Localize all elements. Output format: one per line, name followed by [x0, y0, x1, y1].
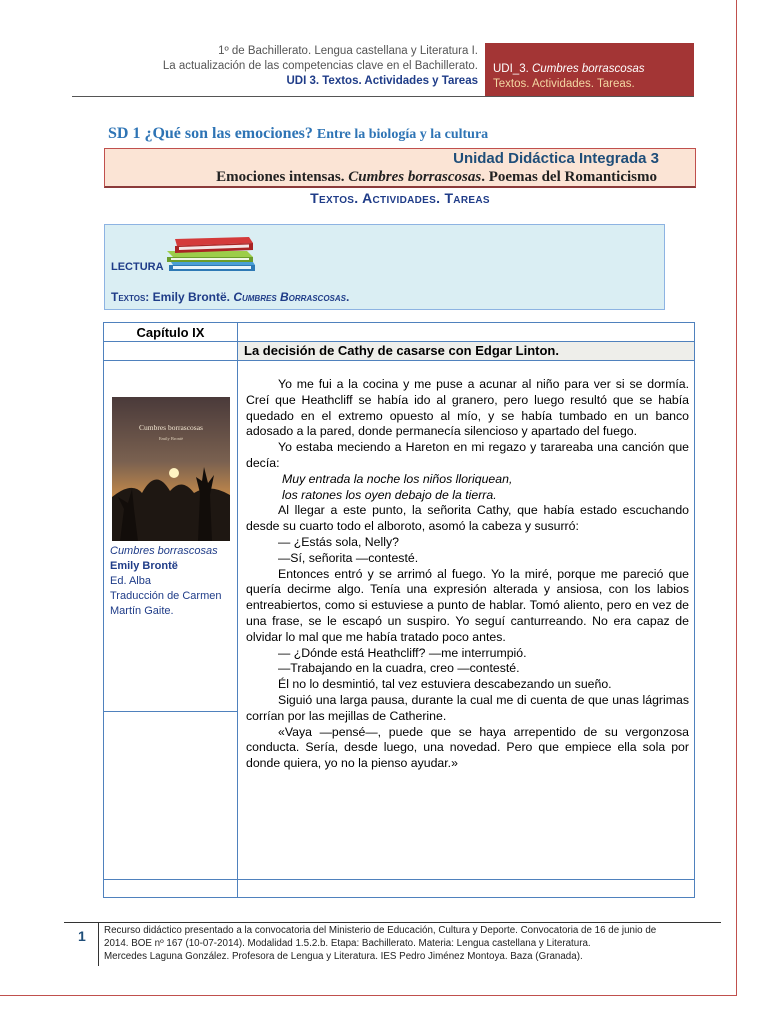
- header-info: [100, 44, 478, 89]
- page-number: 1: [78, 928, 86, 944]
- caption-author: Emily Brontë: [110, 560, 178, 572]
- paragraph: Yo estaba meciendo a Hareton en mi regazo y tarareaba una canción que decía:: [246, 440, 689, 470]
- section-title-main: SD 1 ¿Qué son las emociones?: [108, 125, 313, 142]
- page-heading: Textos. Actividades. Tareas: [310, 190, 490, 206]
- banner-unit-title: Cumbres borrascosas: [532, 63, 645, 75]
- unit-subtitle-b: . Poemas del Romanticismo: [481, 169, 657, 185]
- footer-line: Recurso didáctico presentado a la convocatoria del Ministerio de Educación, Cultura y Deporte. Convocatoria de 16 de junio de: [104, 925, 657, 936]
- lectura-label: LECTURA: [111, 261, 164, 273]
- unit-box: [104, 148, 696, 188]
- caption-translation: Traducción de Carmen: [110, 590, 222, 602]
- verse-line: Muy entrada la noche los niños lloriquean,: [282, 471, 513, 486]
- paragraph: Al llegar a este punto, la señorita Cathy, que había estado escuchando desde su cuarto todo el alboroto, asomó la cabeza y susurró:: [246, 503, 689, 534]
- paragraph: —Trabajando en la cuadra, creo —contesté.: [278, 661, 520, 676]
- unit-subtitle-italic: Cumbres borrascosas: [348, 169, 482, 185]
- footer-vertical-divider: [98, 922, 99, 966]
- table-row-divider: [104, 360, 694, 361]
- cover-author: Emily Brontë: [158, 436, 184, 441]
- lectura-prefix: Textos:: [111, 290, 153, 304]
- section-title: [108, 125, 488, 143]
- footer-line: Mercedes Laguna González. Profesora de Lengua y Literatura. IES Pedro Jiménez Montoya. Baza (Granada).: [104, 951, 583, 962]
- header-unit: UDI 3. Textos. Actividades y Tareas: [286, 75, 478, 87]
- paragraph: Él no lo desmintió, tal vez estuviera descabezando un sueño.: [278, 677, 612, 692]
- header-course: 1º de Bachillerato. Lengua castellana y Literatura I.: [218, 45, 478, 57]
- caption-title: Cumbres borrascosas: [110, 545, 218, 557]
- lectura-text: [111, 290, 349, 304]
- lectura-suffix: .: [346, 290, 350, 304]
- paragraph: Entonces entró y se arrimó al fuego. Yo la miré, porque me pareció que quería decirme algo. Tenía una expresión alterada y ansiosa, con los labios entreabiertos, como si estuviese a punto de hablar. Tomó aliento, pero en vez de una frase, se le escapó un suspiro. Yo seguí canturreando. No era capaz de olvidar lo mal que me había tratado poco antes.: [246, 566, 689, 644]
- header-project: La actualización de las competencias clave en el Bachillerato.: [162, 60, 478, 72]
- paragraph: — ¿Dónde está Heathcliff? —me interrumpió.: [278, 645, 527, 660]
- header-divider: [72, 96, 694, 97]
- paragraph: Siguió una larga pausa, durante la cual me di cuenta de que unas lágrimas corrían por las mejillas de Catherine.: [246, 692, 689, 723]
- header-unit-banner: [485, 43, 694, 97]
- page-border-right: [736, 0, 737, 996]
- table-row-divider: [104, 711, 237, 712]
- paragraph: — ¿Estás sola, Nelly?: [278, 534, 399, 549]
- lectura-work: Cumbres Borrascosas: [233, 290, 347, 304]
- caption-translator: Martín Gaite.: [110, 605, 174, 617]
- table-col-divider: [237, 323, 238, 897]
- books-icon: [163, 229, 263, 277]
- chapter-label: Capítulo IX: [136, 325, 205, 340]
- banner-unit-code: UDI_3.: [493, 63, 532, 75]
- reading-text: [246, 377, 689, 772]
- page-border-bottom: [0, 995, 737, 996]
- banner-subtitle: Textos. Actividades. Tareas.: [493, 78, 635, 90]
- cover-title: Cumbres borrascosas: [139, 423, 203, 432]
- lectura-box: [104, 224, 665, 310]
- footer-divider: [64, 922, 721, 923]
- reading-table: [103, 322, 695, 898]
- unit-title: Unidad Didáctica Integrada 3: [453, 150, 659, 167]
- book-caption: [110, 544, 221, 619]
- verse-line: los ratones los oyen debajo de la tierra.: [282, 487, 497, 502]
- footer-line: 2014. BOE nº 167 (10-07-2014). Modalidad 1.5.2.b. Etapa: Bachillerato. Materia: Lengua castellana y Literatura.: [104, 938, 591, 949]
- book-cover-image: [112, 397, 230, 541]
- paragraph: «Vaya —pensé—, puede que se haya arrepentido de su vergonzosa conducta. Sería, desde luego, una novedad. Pero que empiece ella sola por donde quiera, yo no la pienso ayudar.»: [246, 724, 689, 771]
- paragraph: Yo me fui a la cocina y me puse a acunar al niño para ver si se dormía. Creí que Heathcliff se había ido al granero, pero luego resultó que se había quedado en el extremo opuesto al mío, y se había tumbado en un banco adosado a la pared, donde permanecía silencioso y apartado del fuego.: [246, 377, 689, 439]
- section-subtitle: Entre la biología y la cultura: [316, 127, 489, 142]
- caption-publisher: Ed. Alba: [110, 575, 151, 587]
- paragraph: —Sí, señorita —contesté.: [278, 550, 419, 565]
- table-row-divider: [104, 879, 694, 880]
- unit-subtitle: [216, 169, 657, 186]
- footer-text: [104, 924, 714, 963]
- lectura-author: Emily Brontë.: [152, 290, 234, 304]
- chapter-title: La decisión de Cathy de casarse con Edgar Linton.: [244, 343, 559, 358]
- unit-subtitle-a: Emociones intensas.: [216, 169, 349, 185]
